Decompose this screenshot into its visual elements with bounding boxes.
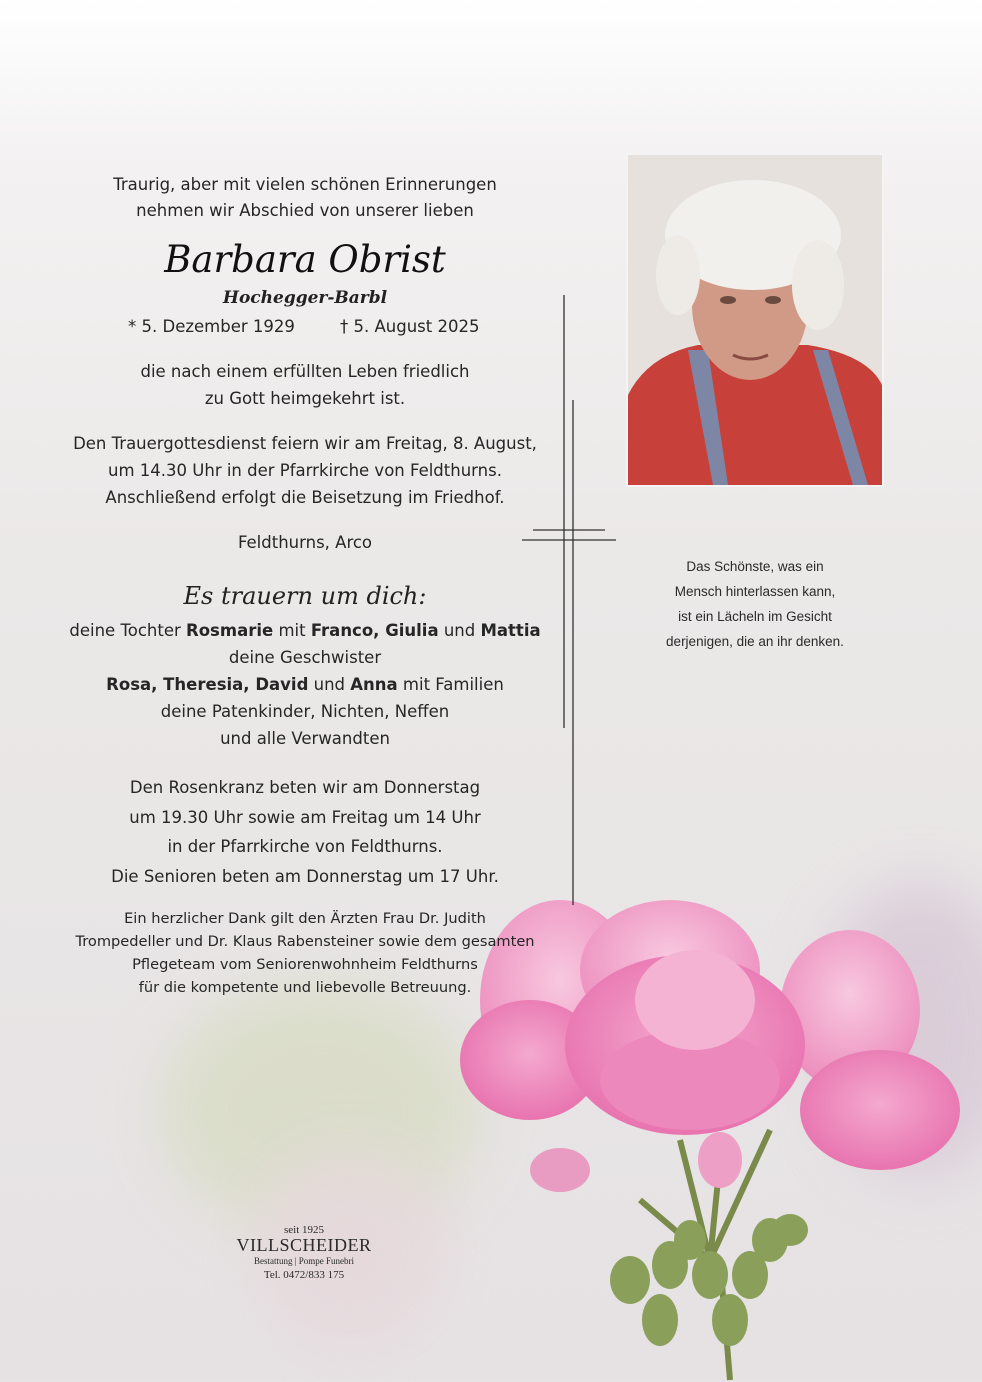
mourner-line: und alle Verwandten: [220, 729, 390, 748]
name: Anna: [350, 675, 398, 694]
service-line: Den Trauergottesdienst feiern wir am Freitag, 8. August,: [73, 434, 537, 453]
funeral-home-logo: [222, 1224, 386, 1281]
deceased-name: Barbara Obrist: [164, 238, 446, 281]
nickname: Hochegger-Barbl: [222, 288, 388, 308]
passing-line: zu Gott heimgekehrt ist.: [204, 389, 406, 408]
name: Rosmarie: [186, 621, 274, 640]
intro-line: nehmen wir Abschied von unserer lieben: [136, 201, 474, 220]
name: Franco, Giulia: [310, 621, 439, 640]
cross-icon: [515, 290, 625, 910]
mourners-list: [60, 617, 550, 752]
mourner-line: deine Patenkinder, Nichten, Neffen: [160, 702, 450, 721]
quote-line: Mensch hinterlassen kann,: [674, 584, 836, 599]
rosary-line: in der Pfarrkirche von Feldthurns.: [167, 837, 443, 856]
service-line: Anschließend erfolgt die Beisetzung im Friedhof.: [105, 488, 505, 507]
mourner-line: [60, 671, 550, 698]
logo-name: VILLSCHEIDER: [236, 1235, 372, 1255]
text: und: [308, 675, 351, 694]
rosary-line: Die Senioren beten am Donnerstag um 17 Uhr.: [111, 866, 499, 886]
mourner-line: deine Geschwister: [228, 648, 382, 667]
mourners-heading: Es trauern um dich:: [183, 582, 427, 610]
passing-text: [60, 358, 550, 412]
intro-line: Traurig, aber mit vielen schönen Erinnerungen: [113, 175, 497, 194]
thanks-text: [50, 907, 560, 999]
rosary-line: um 19.30 Uhr sowie am Freitag um 14 Uhr: [129, 807, 481, 827]
intro-text: [60, 172, 550, 224]
thanks-line: für die kompetente und liebevolle Betreuung.: [138, 979, 472, 996]
logo-since: seit 1925: [283, 1224, 325, 1236]
service-text: [60, 430, 550, 511]
passing-line: die nach einem erfüllten Leben friedlich: [140, 362, 470, 381]
service-line: um 14.30 Uhr in der Pfarrkirche von Feldthurns.: [108, 461, 502, 480]
birth-date: * 5. Dezember 1929: [128, 317, 295, 336]
portrait-image: [628, 155, 882, 485]
text: mit Familien: [397, 675, 504, 694]
quote-line: Das Schönste, was ein: [686, 559, 824, 574]
place-text: Feldthurns, Arco: [237, 533, 373, 552]
mourner-line: [60, 617, 550, 644]
name: Rosa, Theresia, David: [106, 675, 309, 694]
quote-line: derjenigen, die an ihr denken.: [666, 634, 844, 649]
text: mit: [273, 621, 311, 640]
text: und: [438, 621, 481, 640]
thanks-line: Ein herzlicher Dank gilt den Ärzten Frau Dr. Judith: [124, 910, 486, 927]
rosary-line: Den Rosenkranz beten wir am Donnerstag: [129, 778, 481, 797]
name: Mattia: [480, 621, 541, 640]
death-date: † 5. August 2025: [340, 317, 480, 336]
thanks-line: Pflegeteam vom Seniorenwohnheim Feldthurns: [132, 956, 478, 973]
text: deine Tochter: [69, 621, 187, 640]
memorial-quote: [640, 554, 870, 654]
logo-subtitle: Bestattung | Pompe Funebri: [253, 1256, 355, 1266]
logo-phone: Tel. 0472/833 175: [263, 1269, 345, 1281]
thanks-line: Trompedeller und Dr. Klaus Rabensteiner sowie dem gesamten: [75, 933, 535, 950]
portrait-photo: [626, 153, 884, 487]
quote-line: ist ein Lächeln im Gesicht: [678, 609, 832, 624]
rosary-text: [60, 773, 550, 891]
